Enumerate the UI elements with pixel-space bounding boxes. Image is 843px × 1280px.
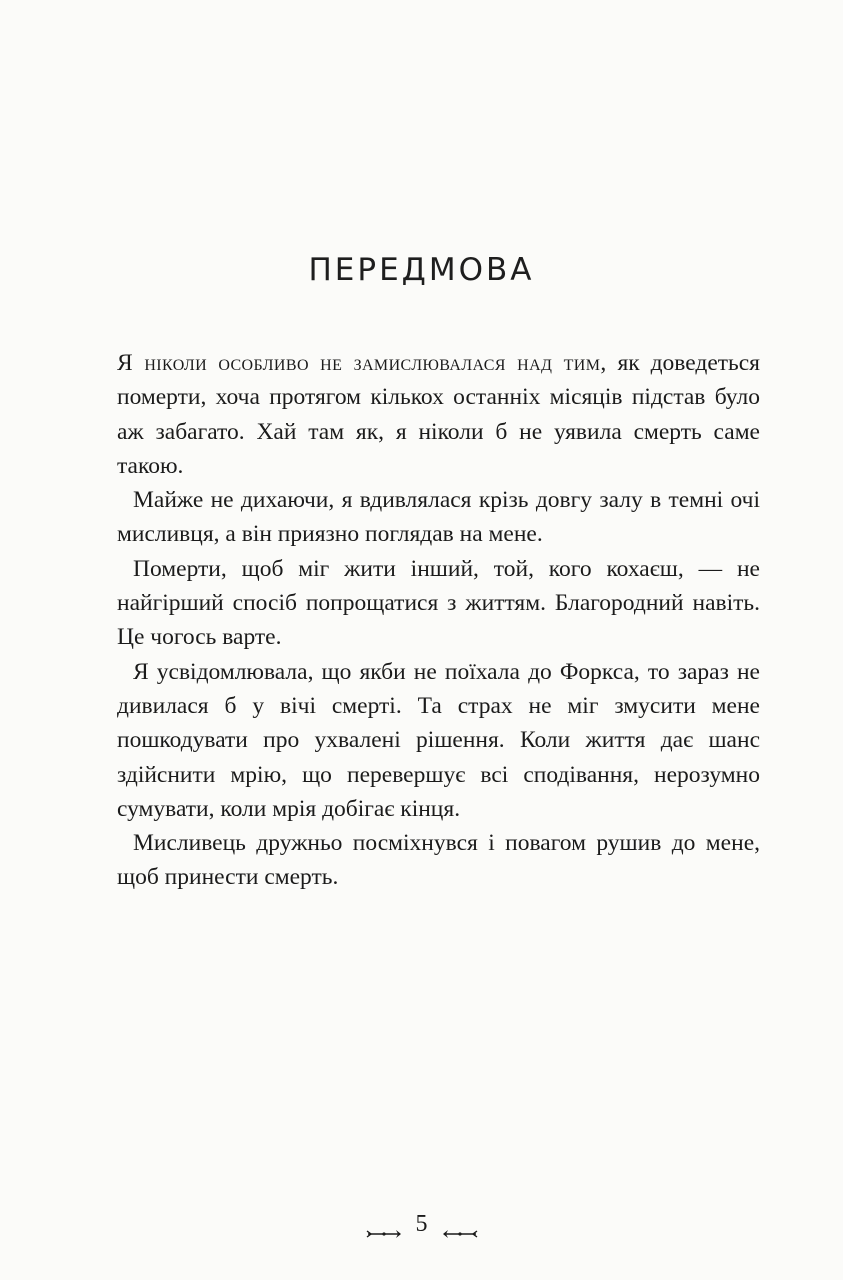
paragraph-4: Я усвідомлювала, що якби не поїхала до Форкса, то зараз не дивилася б у вічі смерті. Та страх не міг змусити мене пошкодувати про ухвалені рішення. Коли життя дає шанс здійснити мрію, що перевершує всі сподівання, нерозумно сумувати, коли мрія добігає кінця.	[117, 658, 760, 822]
right-arrow-ornament-icon	[442, 1218, 478, 1230]
paragraph-5: Мисливець дружньо посміхнувся і повагом рушив до мене, щоб принести смерть.	[117, 830, 760, 891]
left-arrow-ornament-icon	[366, 1218, 402, 1230]
paragraph-2: Майже не дихаючи, я вдивлялася крізь довгу залу в темні очі мисливця, а він приязно поглядав на мене.	[117, 487, 760, 548]
page-number: 5	[415, 1211, 428, 1238]
paragraph-1-lead: Я ніколи особливо не замислювалася над тим,	[117, 350, 607, 376]
chapter-title: ПЕРЕДМОВА	[308, 252, 535, 288]
paragraph-1-rest: як доведеться померти, хоча протягом кількох останніх місяців підстав було аж забагато. Хай там як, я ніколи б не уявила смерть саме такою.	[117, 350, 760, 479]
body-text	[117, 346, 760, 895]
paragraph-1	[117, 346, 760, 483]
paragraph-3: Померти, щоб міг жити інший, той, кого кохаєш, — не найгірший спосіб попрощатися з життям. Благородний навіть. Це чогось варте.	[117, 555, 760, 651]
page-footer	[0, 1208, 843, 1239]
